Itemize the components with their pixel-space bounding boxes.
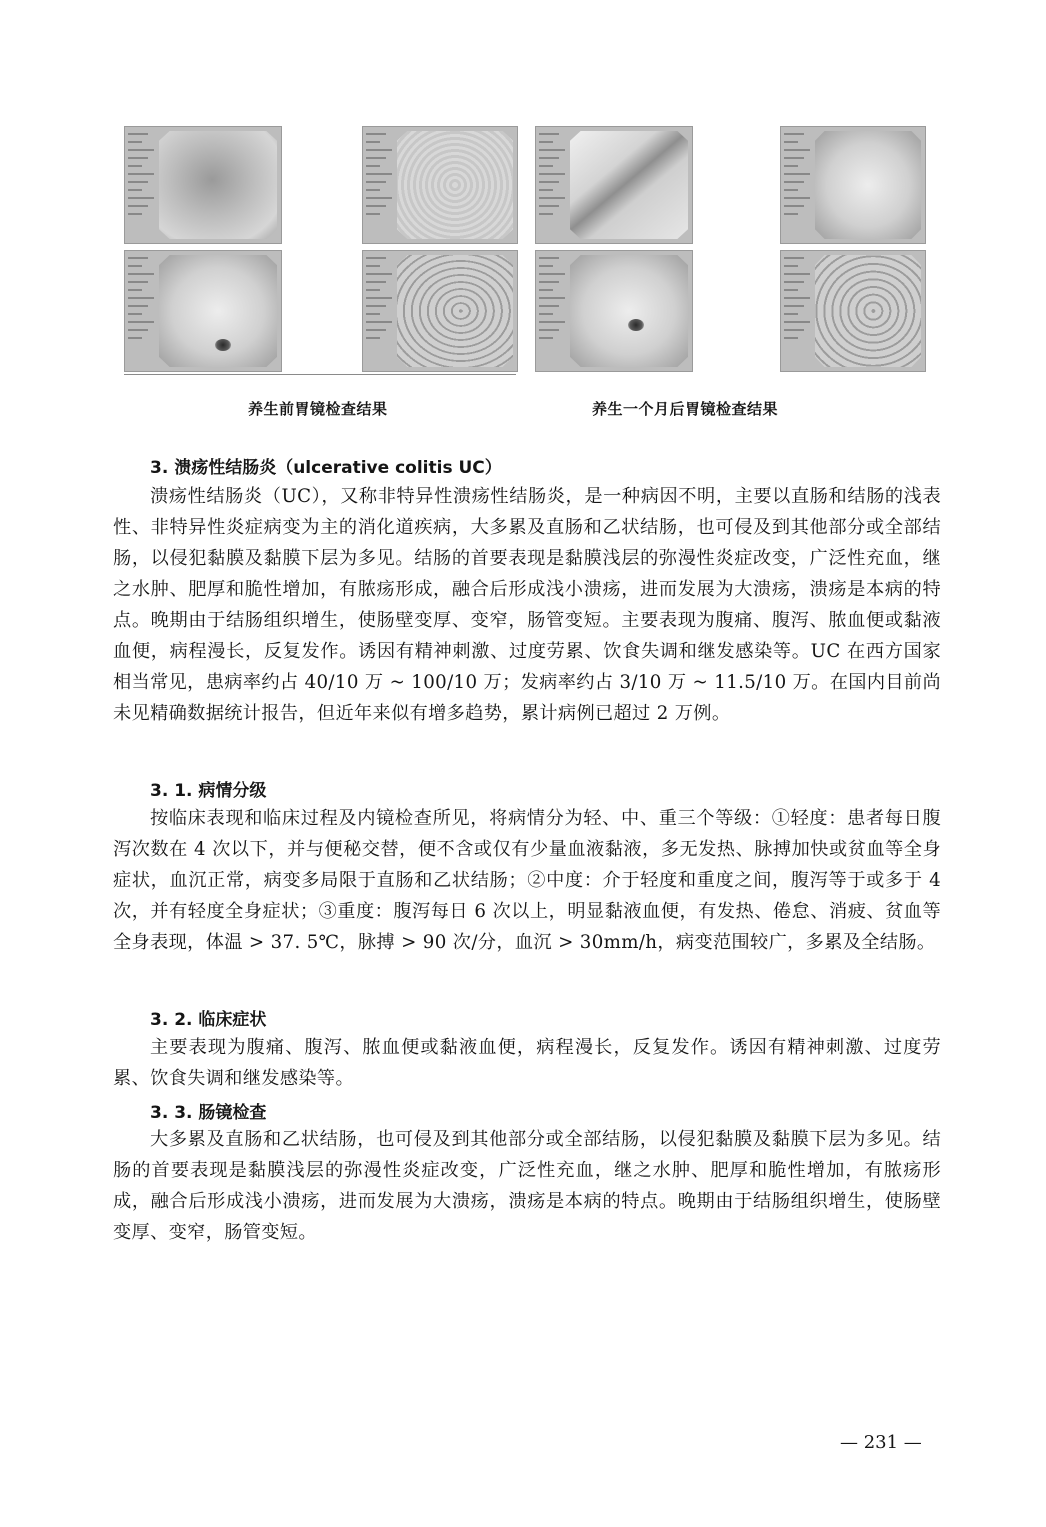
endoscopy-view: [159, 255, 277, 367]
endoscopy-sidebar-info: [784, 133, 812, 237]
lesion-spot: [215, 339, 231, 351]
section-heading: 3. 溃疡性结肠炎（ulcerative colitis UC）: [150, 458, 502, 478]
figure-rule: [124, 374, 516, 375]
endoscopy-sidebar-info: [366, 133, 394, 237]
caption-before: 养生前胃镜检查结果: [248, 400, 388, 418]
subsection-heading-colonoscopy: 3. 3. 肠镜检查: [150, 1103, 267, 1123]
subsection-text-colonoscopy: 大多累及直肠和乙状结肠，也可侵及到其他部分或全部结肠，以侵犯黏膜及黏膜下层为多见。结肠的首要表现是黏膜浅层的弥漫性炎症改变，广泛性充血，继之水肿、肥厚和脆性增加，有脓疡形成，融合后形成浅小溃疡，进而发展为大溃疡，溃疡是本病的特点。晚期由于结肠组织增生，使肠壁变厚、变窄，肠管变短。: [113, 1129, 941, 1243]
endoscopy-view: [397, 255, 513, 367]
endoscopy-sidebar-info: [128, 257, 156, 365]
endoscopy-image-after-2: [780, 126, 926, 244]
endoscopy-sidebar-info: [366, 257, 394, 365]
endoscopy-image-after-3: [535, 250, 693, 372]
endoscopy-view: [570, 255, 688, 367]
endoscopy-view: [570, 131, 688, 239]
endoscopy-image-before-1: [124, 126, 282, 244]
endoscopy-image-after-1: [535, 126, 693, 244]
subsection-heading-symptoms: 3. 2. 临床症状: [150, 1010, 267, 1030]
endoscopy-view: [159, 131, 277, 239]
endoscopy-sidebar-info: [128, 133, 156, 237]
section-intro: 溃疡性结肠炎（UC），又称非特异性溃疡性结肠炎，是一种病因不明，主要以直肠和结肠的浅表性、非特异性炎症病变为主的消化道疾病，大多累及直肠和乙状结肠，也可侵及到其他部分或全部结肠，以侵犯黏膜及黏膜下层为多见。结肠的首要表现是黏膜浅层的弥漫性炎症改变，广泛性充血，继之水肿、肥厚和脆性增加，有脓疡形成，融合后形成浅小溃疡，进而发展为大溃疡，溃疡是本病的特点。晚期由于结肠组织增生，使肠壁变厚、变窄，肠管变短。主要表现为腹痛、腹泻、脓血便或黏液血便，病程漫长，反复发作。诱因有精神刺激、过度劳累、饮食失调和继发感染等。UC 在西方国家相当常见，患病率约占 40/10 万 ~ 100/10 万；发病率约占 3/10 万 ~ 11.5/10 万。在国内目前尚未见精确数据统计报告，但近年来似有增多趋势，累计病例已超过 2 万例。: [113, 486, 941, 724]
subsection-text-grading: 按临床表现和临床过程及内镜检查所见，将病情分为轻、中、重三个等级：①轻度：患者每日腹泻次数在 4 次以下，并与便秘交替，便不含或仅有少量血液黏液，多无发热、脉搏加快或贫血等全身症状，血沉正常，病变多局限于直肠和乙状结肠；②中度：介于轻度和重度之间，腹泻等于或多于 4 次，并有轻度全身症状；③重度：腹泻每日 6 次以上，明显黏液血便，有发热、倦怠、消疲、贫血等全身表现，体温 > 37. 5℃，脉搏 > 90 次/分，血沉 > 30mm/h，病变范围较广，多累及全结肠。: [113, 808, 941, 953]
page-number: — 231 —: [840, 1432, 922, 1453]
endoscopy-view: [815, 255, 921, 367]
endoscopy-view: [815, 131, 921, 239]
endoscopy-image-before-4: [362, 250, 518, 372]
endoscopy-image-after-4: [780, 250, 926, 372]
endoscopy-sidebar-info: [539, 257, 567, 365]
endoscopy-sidebar-info: [539, 133, 567, 237]
endoscopy-image-before-2: [362, 126, 518, 244]
endoscopy-image-before-3: [124, 250, 282, 372]
endoscopy-view: [397, 131, 513, 239]
subsection-text-symptoms: 主要表现为腹痛、腹泻、脓血便或黏液血便，病程漫长，反复发作。诱因有精神刺激、过度劳累、饮食失调和继发感染等。: [113, 1037, 941, 1089]
caption-after: 养生一个月后胃镜检查结果: [592, 400, 779, 418]
lesion-spot: [628, 319, 644, 331]
endoscopy-figure: [0, 0, 1046, 440]
subsection-heading-grading: 3. 1. 病情分级: [150, 781, 267, 801]
endoscopy-sidebar-info: [784, 257, 812, 365]
